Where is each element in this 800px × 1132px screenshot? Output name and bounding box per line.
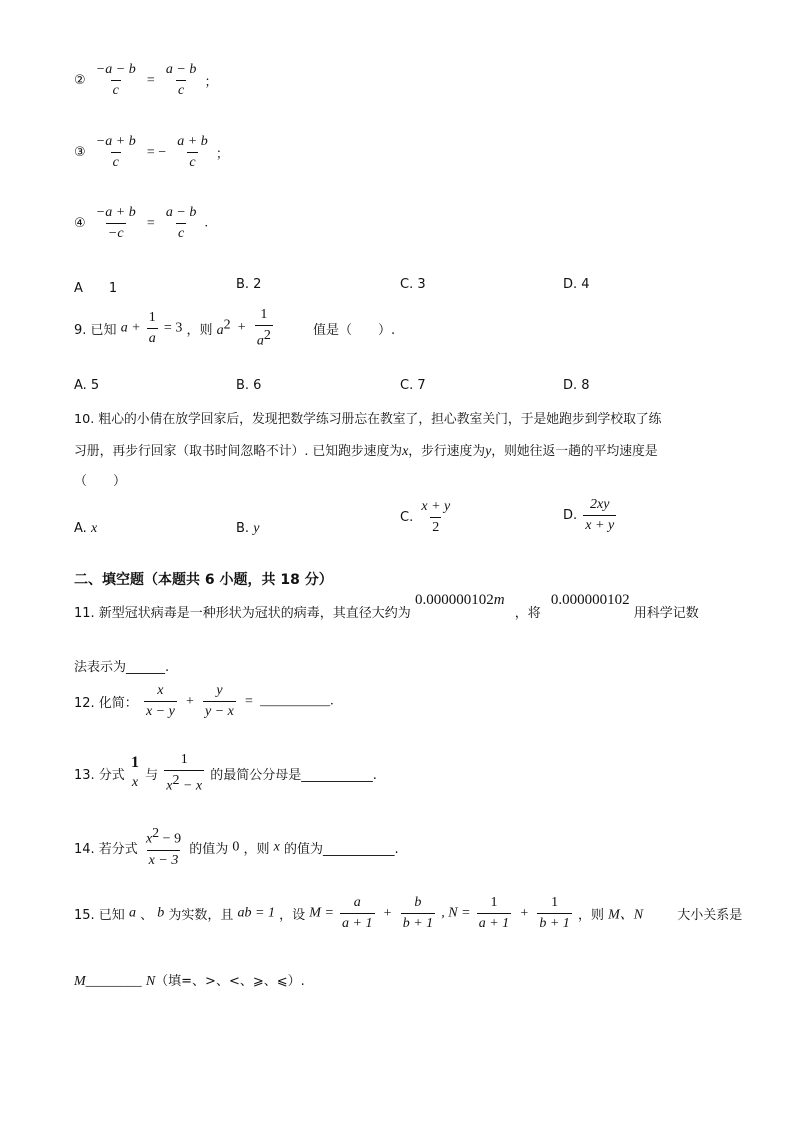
q8-option-b: B. 2	[236, 277, 262, 292]
equals-sign: =	[245, 693, 253, 709]
fraction: $\frac{-a + b}{c}$	[95, 134, 136, 170]
q11-line-2: 法表示为______.	[74, 660, 170, 675]
equals-sign: =	[146, 215, 155, 231]
question-15: 15. 已知 a 、 b 为实数，且 ab = 1 ，设 M = $\frac{a}{a + 1}$ + $\frac{b}{b + 1}$ , N = $\frac{1}{a + 1}$ + $\frac{1}{b + 1}$ ，则 M、N 大小关系是	[74, 895, 743, 931]
q9-option-a: A. 5	[74, 378, 100, 393]
fraction: $\frac{x^2 - 9}{x - 3}$	[145, 826, 182, 868]
circled-number: ④	[74, 216, 86, 231]
question-9	[74, 307, 395, 350]
question-12: 12. 化简： $\frac{x}{x - y}$ + $\frac{y}{y - x}$ = __________.	[74, 683, 334, 719]
q9-option-b: B. 6	[236, 378, 262, 393]
fraction: $\frac{1}{a + 1}$	[478, 895, 510, 931]
punctuation: ；	[215, 147, 229, 162]
fraction: 1 x	[130, 754, 139, 791]
question-14: 14. 若分式 $\frac{x^2 - 9}{x - 3}$ 的值为 0 ，则 x 的值为___________.	[74, 826, 399, 868]
fraction: $\frac{-a - b}{c}$	[95, 62, 136, 98]
q9-option-d: D. 8	[563, 378, 590, 393]
q10-option-d: D. $\frac{2xy}{x + y}$	[563, 497, 615, 533]
fraction: $\frac{b}{b + 1}$	[402, 895, 434, 931]
q9-option-c: C. 7	[400, 378, 426, 393]
fraction: $\frac{y}{y - x}$	[205, 683, 234, 719]
fraction: $\frac{x + y}{2}$	[421, 499, 451, 535]
fraction: $\frac{a + b}{c}$	[177, 134, 208, 170]
equals-sign: =	[146, 72, 155, 88]
fraction: $\frac{a - b}{c}$	[165, 62, 197, 98]
question-13: 13. 分式 1 x 与 $\frac{1}{x^2 - x}$ 的最简公分母是___________.	[74, 752, 377, 794]
math-term: $a^2$	[216, 317, 231, 339]
question-prefix: 9. 已知	[74, 322, 117, 338]
fraction: $\frac{a}{a + 1}$	[342, 895, 373, 931]
math-term: a +	[120, 320, 141, 336]
q10-line-1: 10. 粗心的小倩在放学回家后，发现把数学练习册忘在教室了，担心教室关门，于是她跑步到学校取了练	[74, 412, 662, 427]
punctuation: .	[204, 215, 208, 231]
fraction: $\frac{1}{a}$	[148, 309, 156, 346]
circled-number: ②	[74, 73, 86, 88]
q8-option-d: D. 4	[563, 277, 590, 292]
q8-option-a: A 1	[74, 281, 118, 296]
statement-2	[74, 62, 218, 99]
q10-option-a: A. x	[74, 521, 98, 536]
fraction: $\frac{-a + b}{-c}$	[95, 205, 136, 241]
number-value: 0.000000102	[550, 592, 630, 608]
answer-blank: ________	[85, 974, 142, 989]
circled-number: ③	[74, 145, 86, 160]
q15-line-2: M________ N（填=、>、<、⩾、⩽）.	[74, 974, 305, 989]
q10-line-2: 习册，再步行回家（取书时间忽略不计）. 已知跑步速度为x，步行速度为y，则她往返一趟的平均速度是	[74, 444, 658, 459]
math-term: = 3	[163, 320, 183, 336]
fraction: $\frac{1}{x^2 - x}$	[166, 752, 203, 794]
fraction: $\frac{a - b}{c}$	[165, 205, 197, 241]
q10-line-3: （ ）	[74, 474, 127, 489]
connector-text: ，则	[186, 322, 213, 338]
section-heading: 二、填空题（本题共 6 小题，共 18 分）	[74, 572, 333, 588]
plus-sign: +	[237, 320, 246, 336]
fraction: $\frac{x}{x - y}$	[145, 683, 175, 719]
diameter-value: 0.000000102m	[414, 592, 505, 608]
answer-blank: __________.	[260, 693, 334, 709]
q10-option-b: B. y	[236, 521, 260, 536]
statement-4	[74, 205, 208, 242]
question-11: 11. 新型冠状病毒是一种形状为冠状的病毒，其直径大约为 0.000000102m ，将 0.000000102 用科学记数	[74, 592, 699, 621]
plus-sign: +	[185, 693, 194, 709]
q10-option-c: C. $\frac{x + y}{2}$	[400, 499, 451, 535]
punctuation: ；	[204, 75, 218, 90]
question-suffix: 值是（ ）.	[312, 322, 396, 338]
q8-option-c: C. 3	[400, 277, 426, 292]
condition-expression: ab = 1	[237, 905, 275, 921]
fraction: $\frac{1}{a^2}$	[256, 307, 271, 349]
statement-3	[74, 134, 229, 171]
fraction: $\frac{2xy}{x + y}$	[585, 497, 615, 533]
fraction: $\frac{1}{b + 1}$	[539, 895, 570, 931]
equals-sign: = −	[146, 144, 167, 160]
